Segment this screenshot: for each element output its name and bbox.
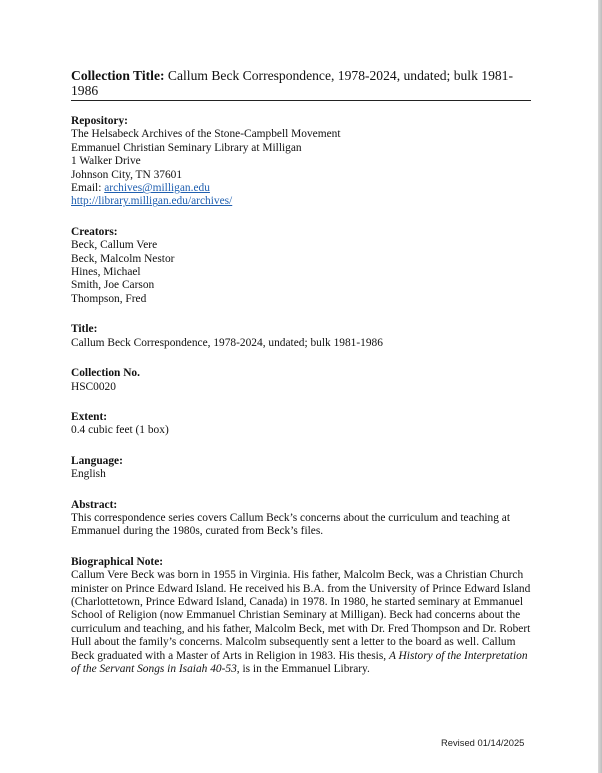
title-value: Callum Beck Correspondence, 1978-2024, undated; bulk 1981-1986 — [71, 336, 383, 349]
creator-name: Beck, Malcolm Nestor — [71, 252, 175, 265]
biographical-note-text — [71, 569, 531, 676]
collection-title — [71, 68, 531, 101]
language-section — [71, 455, 531, 482]
title-heading: Title: — [71, 323, 98, 336]
email-link[interactable]: archives@milligan.edu — [104, 182, 210, 195]
language-value: English — [71, 468, 106, 481]
creator-name: Smith, Joe Carson — [71, 279, 155, 292]
bio-text-after: , is in the Emmanuel Library. — [236, 663, 370, 675]
title-section — [71, 323, 531, 350]
creators-section — [71, 226, 531, 306]
email-label: Email: — [71, 182, 105, 195]
collection-title-value: Callum Beck Correspondence, 1978-2024, undated; bulk 1981-1986 — [71, 68, 513, 98]
repository-section — [71, 115, 531, 209]
repository-line: Johnson City, TN 37601 — [71, 168, 183, 181]
repository-email-line — [71, 182, 531, 195]
repository-heading: Repository: — [71, 115, 128, 127]
repository-line: Emmanuel Christian Seminary Library at Milligan — [71, 141, 302, 154]
abstract-text: This correspondence series covers Callum Beck’s concerns about the curriculum and teaching at Emmanuel during the 1980s, curated from Beck’s files. — [71, 511, 511, 538]
creators-heading: Creators: — [71, 225, 118, 238]
bio-text-before: Callum Vere Beck was born in 1955 in Virginia. His father, Malcolm Beck, was a Christian Church minister on Prince Edward Island. He received his B.A. from the University of Prince Edward Island (Charlottetown, Prince Edward Island, Canada) in 1978. In 1980, he started seminary at Emmanuel School of Religion (now Emmanuel Christian Seminary at Milligan). Beck had concerns about the curriculum and teaching, and his father, Malcolm Beck, met with Dr. Fred Thompson and Dr. Robert Hull about the family’s concerns. Malcolm subsequently sent a letter to the board as well. Callum Beck graduated with a Master of Arts in Religion in 1983. His thesis, — [71, 569, 531, 662]
biographical-note-section — [71, 556, 531, 677]
collection-no-value: HSC0020 — [71, 380, 116, 393]
collection-no-section — [71, 367, 531, 394]
extent-value: 0.4 cubic feet (1 box) — [71, 424, 169, 437]
repository-line: 1 Walker Drive — [71, 155, 141, 168]
extent-section — [71, 411, 531, 438]
abstract-section — [71, 499, 531, 539]
finding-aid — [71, 68, 531, 676]
repository-line: The Helsabeck Archives of the Stone-Campbell Movement — [71, 128, 341, 141]
language-heading: Language: — [71, 454, 123, 467]
extent-heading: Extent: — [71, 410, 108, 423]
archives-url-link[interactable]: http://library.milligan.edu/archives/ — [71, 195, 233, 208]
collection-no-heading: Collection No. — [71, 367, 140, 380]
revised-date: Revised 01/14/2025 — [441, 737, 525, 748]
creator-name: Hines, Michael — [71, 266, 141, 279]
thesis-title: A History of the Interpretation of the Servant Songs in Isaiah 40-53 — [71, 649, 528, 675]
abstract-heading: Abstract: — [71, 498, 118, 511]
biographical-note-heading: Biographical Note: — [71, 555, 164, 568]
creator-name: Thompson, Fred — [71, 292, 147, 305]
creator-name: Beck, Callum Vere — [71, 239, 158, 252]
collection-title-label: Collection Title: — [71, 68, 165, 83]
page-edge-shadow — [598, 0, 602, 773]
